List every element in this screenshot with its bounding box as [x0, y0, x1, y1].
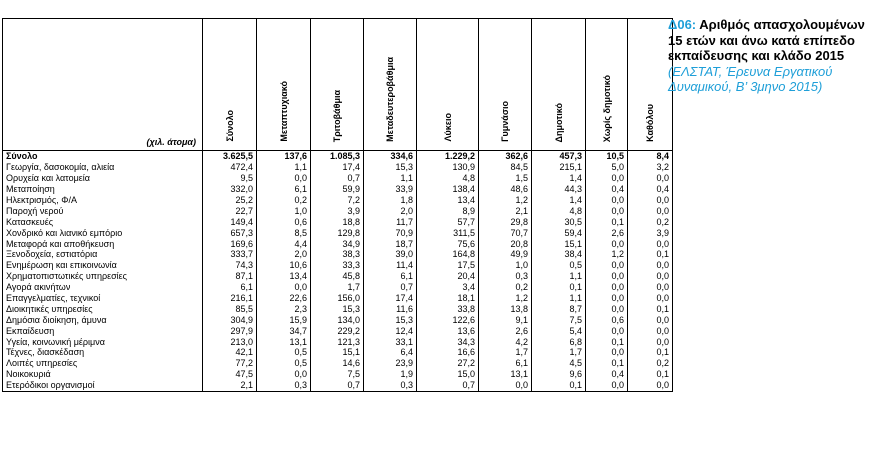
value-cell: 6,1: [364, 271, 417, 282]
value-cell: 84,5: [479, 162, 532, 173]
value-cell: 70,9: [364, 227, 417, 238]
value-cell: 8,5: [257, 227, 311, 238]
value-cell: 6,4: [364, 347, 417, 358]
value-cell: 30,5: [532, 216, 586, 227]
column-header: [628, 19, 673, 151]
value-cell: 0,4: [586, 369, 628, 380]
value-cell: 0,6: [586, 314, 628, 325]
value-cell: 0,1: [532, 380, 586, 391]
value-cell: 2,1: [203, 380, 257, 391]
value-cell: 9,5: [203, 173, 257, 184]
value-cell: 33,1: [364, 336, 417, 347]
value-cell: 3,2: [628, 162, 673, 173]
value-cell: 5,0: [586, 162, 628, 173]
value-cell: 457,3: [532, 151, 586, 162]
value-cell: 11,7: [364, 216, 417, 227]
value-cell: 164,8: [417, 249, 479, 260]
table-row: [3, 380, 673, 391]
column-header: [417, 19, 479, 151]
value-cell: 0,0: [628, 282, 673, 293]
column-header: [257, 19, 311, 151]
value-cell: 7,2: [311, 195, 364, 206]
value-cell: 0,0: [628, 260, 673, 271]
value-cell: 169,6: [203, 238, 257, 249]
value-cell: 0,0: [628, 325, 673, 336]
value-cell: 15,1: [311, 347, 364, 358]
row-label: Ετερόδικοι οργανισμοί: [3, 380, 203, 391]
column-header-label: Σύνολο: [224, 110, 235, 142]
value-cell: 0,6: [257, 216, 311, 227]
value-cell: 137,6: [257, 151, 311, 162]
value-cell: 16,6: [417, 347, 479, 358]
value-cell: 15,1: [532, 238, 586, 249]
value-cell: 3,9: [628, 227, 673, 238]
value-cell: 1.085,3: [311, 151, 364, 162]
table-row: [3, 216, 673, 227]
table-row: [3, 314, 673, 325]
value-cell: 27,2: [417, 358, 479, 369]
value-cell: 85,5: [203, 303, 257, 314]
value-cell: 0,0: [586, 238, 628, 249]
row-label: Γεωργία, δασοκομία, αλιεία: [3, 162, 203, 173]
value-cell: 0,0: [586, 173, 628, 184]
column-header: [532, 19, 586, 151]
value-cell: 0,0: [628, 238, 673, 249]
value-cell: 4,2: [479, 336, 532, 347]
value-cell: 130,9: [417, 162, 479, 173]
value-cell: 33,9: [364, 184, 417, 195]
value-cell: 0,1: [586, 216, 628, 227]
value-cell: 15,3: [311, 303, 364, 314]
table-row: [3, 195, 673, 206]
value-cell: 216,1: [203, 293, 257, 304]
value-cell: 333,7: [203, 249, 257, 260]
value-cell: 59,9: [311, 184, 364, 195]
value-cell: 74,3: [203, 260, 257, 271]
row-label: Ξενοδοχεία, εστιατόρια: [3, 249, 203, 260]
value-cell: 0,0: [628, 195, 673, 206]
value-cell: 0,3: [479, 271, 532, 282]
value-cell: 0,7: [311, 173, 364, 184]
value-cell: 2,6: [479, 325, 532, 336]
value-cell: 20,4: [417, 271, 479, 282]
value-cell: 9,1: [479, 314, 532, 325]
value-cell: 2,0: [364, 205, 417, 216]
value-cell: 4,8: [532, 205, 586, 216]
value-cell: 0,1: [628, 303, 673, 314]
value-cell: 0,7: [364, 282, 417, 293]
table-row: [3, 347, 673, 358]
value-cell: 0,0: [628, 336, 673, 347]
value-cell: 38,3: [311, 249, 364, 260]
value-cell: 6,1: [257, 184, 311, 195]
value-cell: 57,7: [417, 216, 479, 227]
header-row: [3, 19, 673, 151]
value-cell: 0,0: [586, 282, 628, 293]
row-label: Ηλεκτρισμός, Φ/Α: [3, 195, 203, 206]
value-cell: 18,7: [364, 238, 417, 249]
row-label: Ορυχεία και λατομεία: [3, 173, 203, 184]
row-label: Σύνολο: [3, 151, 203, 162]
value-cell: 25,2: [203, 195, 257, 206]
unit-label-cell: [3, 19, 203, 151]
value-cell: 0,0: [586, 260, 628, 271]
value-cell: 13,8: [479, 303, 532, 314]
value-cell: 0,1: [532, 282, 586, 293]
column-header: [311, 19, 364, 151]
value-cell: 0,4: [586, 184, 628, 195]
value-cell: 13,6: [417, 325, 479, 336]
table-row: [3, 282, 673, 293]
value-cell: 311,5: [417, 227, 479, 238]
table-row: [3, 249, 673, 260]
row-label: Παροχή νερού: [3, 205, 203, 216]
value-cell: 39,0: [364, 249, 417, 260]
value-cell: 48,6: [479, 184, 532, 195]
value-cell: 0,7: [311, 380, 364, 391]
value-cell: 1,9: [364, 369, 417, 380]
value-cell: 38,4: [532, 249, 586, 260]
value-cell: 362,6: [479, 151, 532, 162]
value-cell: 18,8: [311, 216, 364, 227]
value-cell: 13,4: [417, 195, 479, 206]
value-cell: 138,4: [417, 184, 479, 195]
value-cell: 33,8: [417, 303, 479, 314]
value-cell: 1,4: [532, 195, 586, 206]
value-cell: 8,4: [628, 151, 673, 162]
row-label: Νοικοκυριά: [3, 369, 203, 380]
value-cell: 0,0: [586, 293, 628, 304]
value-cell: 0,1: [586, 358, 628, 369]
table-row: [3, 184, 673, 195]
value-cell: 297,9: [203, 325, 257, 336]
value-cell: 12,4: [364, 325, 417, 336]
value-cell: 0,0: [586, 195, 628, 206]
value-cell: 59,4: [532, 227, 586, 238]
value-cell: 0,5: [257, 358, 311, 369]
value-cell: 657,3: [203, 227, 257, 238]
value-cell: 10,5: [586, 151, 628, 162]
value-cell: 18,1: [417, 293, 479, 304]
value-cell: 47,5: [203, 369, 257, 380]
table-row: [3, 303, 673, 314]
table-title: [668, 17, 868, 95]
value-cell: 3.625,5: [203, 151, 257, 162]
value-cell: 0,1: [586, 336, 628, 347]
row-label: Μεταφορά και αποθήκευση: [3, 238, 203, 249]
value-cell: 129,8: [311, 227, 364, 238]
value-cell: 3,9: [311, 205, 364, 216]
table-row: [3, 238, 673, 249]
total-row: [3, 151, 673, 162]
value-cell: 0,4: [628, 184, 673, 195]
value-cell: 10,6: [257, 260, 311, 271]
column-header-label: Γυμνάσιο: [500, 101, 510, 142]
value-cell: 1,0: [257, 205, 311, 216]
value-cell: 13,1: [257, 336, 311, 347]
value-cell: 215,1: [532, 162, 586, 173]
value-cell: 0,0: [586, 205, 628, 216]
value-cell: 0,2: [628, 358, 673, 369]
table-row: [3, 369, 673, 380]
value-cell: 29,8: [479, 216, 532, 227]
title-source: (ΕΛΣΤΑΤ, Έρευνα Εργατικού Δυναμικού, Β’ 3μηνο 2015): [668, 63, 833, 94]
value-cell: 0,0: [628, 205, 673, 216]
value-cell: 22,6: [257, 293, 311, 304]
row-label: Διοικητικές υπηρεσίες: [3, 303, 203, 314]
value-cell: 8,7: [532, 303, 586, 314]
value-cell: 0,7: [417, 380, 479, 391]
unit-label: (χιλ. άτομα): [146, 137, 196, 147]
table-row: [3, 162, 673, 173]
value-cell: 15,9: [257, 314, 311, 325]
value-cell: 1.229,2: [417, 151, 479, 162]
value-cell: 0,0: [628, 173, 673, 184]
value-cell: 4,8: [417, 173, 479, 184]
value-cell: 6,1: [203, 282, 257, 293]
value-cell: 1,2: [479, 293, 532, 304]
table-row: [3, 271, 673, 282]
value-cell: 22,7: [203, 205, 257, 216]
value-cell: 332,0: [203, 184, 257, 195]
row-label: Ενημέρωση και επικοινωνία: [3, 260, 203, 271]
value-cell: 156,0: [311, 293, 364, 304]
row-label: Μεταποίηση: [3, 184, 203, 195]
value-cell: 0,3: [257, 380, 311, 391]
row-label: Εκπαίδευση: [3, 325, 203, 336]
value-cell: 1,1: [532, 293, 586, 304]
value-cell: 0,1: [628, 369, 673, 380]
value-cell: 1,0: [479, 260, 532, 271]
value-cell: 0,0: [257, 173, 311, 184]
value-cell: 23,9: [364, 358, 417, 369]
row-label: Δημόσια διοίκηση, άμυνα: [3, 314, 203, 325]
value-cell: 34,3: [417, 336, 479, 347]
value-cell: 0,0: [257, 369, 311, 380]
value-cell: 13,4: [257, 271, 311, 282]
value-cell: 45,8: [311, 271, 364, 282]
value-cell: 0,5: [532, 260, 586, 271]
value-cell: 1,5: [479, 173, 532, 184]
value-cell: 2,3: [257, 303, 311, 314]
value-cell: 0,0: [628, 314, 673, 325]
row-label: Επαγγελματίες, τεχνικοί: [3, 293, 203, 304]
value-cell: 17,5: [417, 260, 479, 271]
value-cell: 44,3: [532, 184, 586, 195]
value-cell: 11,4: [364, 260, 417, 271]
table-row: [3, 260, 673, 271]
table-row: [3, 293, 673, 304]
value-cell: 3,4: [417, 282, 479, 293]
table-row: [3, 336, 673, 347]
row-label: Αγορά ακινήτων: [3, 282, 203, 293]
employment-table: [2, 18, 673, 392]
value-cell: 0,0: [586, 303, 628, 314]
value-cell: 4,4: [257, 238, 311, 249]
value-cell: 1,1: [257, 162, 311, 173]
column-header-label: Χωρίς δημοτικό: [601, 74, 612, 142]
value-cell: 87,1: [203, 271, 257, 282]
row-label: Χονδρικό και λιανικό εμπόριο: [3, 227, 203, 238]
value-cell: 1,8: [364, 195, 417, 206]
value-cell: 134,0: [311, 314, 364, 325]
column-header-label: Τριτοβάθμια: [332, 89, 342, 142]
value-cell: 75,6: [417, 238, 479, 249]
value-cell: 42,1: [203, 347, 257, 358]
value-cell: 0,0: [257, 282, 311, 293]
value-cell: 15,3: [364, 162, 417, 173]
value-cell: 1,2: [479, 195, 532, 206]
column-header: [479, 19, 532, 151]
value-cell: 15,3: [364, 314, 417, 325]
value-cell: 0,0: [586, 347, 628, 358]
value-cell: 472,4: [203, 162, 257, 173]
value-cell: 0,0: [628, 271, 673, 282]
value-cell: 149,4: [203, 216, 257, 227]
value-cell: 20,8: [479, 238, 532, 249]
title-text: Αριθμός απασχολουμένων 15 ετών και άνω κατά επίπεδο εκπαίδευσης και κλάδο 2015: [668, 17, 865, 63]
value-cell: 1,7: [479, 347, 532, 358]
value-cell: 0,0: [586, 325, 628, 336]
value-cell: 8,9: [417, 205, 479, 216]
value-cell: 6,1: [479, 358, 532, 369]
value-cell: 229,2: [311, 325, 364, 336]
value-cell: 5,4: [532, 325, 586, 336]
row-label: Κατασκευές: [3, 216, 203, 227]
value-cell: 17,4: [311, 162, 364, 173]
value-cell: 1,2: [586, 249, 628, 260]
value-cell: 77,2: [203, 358, 257, 369]
value-cell: 0,2: [257, 195, 311, 206]
table-body: [3, 151, 673, 392]
column-header-label: Λύκειο: [442, 113, 453, 142]
value-cell: 15,0: [417, 369, 479, 380]
value-cell: 2,6: [586, 227, 628, 238]
value-cell: 1,4: [532, 173, 586, 184]
value-cell: 0,2: [628, 216, 673, 227]
value-cell: 7,5: [532, 314, 586, 325]
value-cell: 213,0: [203, 336, 257, 347]
value-cell: 6,8: [532, 336, 586, 347]
column-header-label: Μεταπτυχιακό: [278, 81, 289, 142]
value-cell: 304,9: [203, 314, 257, 325]
value-cell: 0,1: [628, 249, 673, 260]
value-cell: 1,1: [532, 271, 586, 282]
value-cell: 0,0: [628, 380, 673, 391]
value-cell: 9,6: [532, 369, 586, 380]
column-header: [364, 19, 417, 151]
value-cell: 1,7: [311, 282, 364, 293]
value-cell: 0,2: [479, 282, 532, 293]
table-row: [3, 205, 673, 216]
value-cell: 49,9: [479, 249, 532, 260]
column-header: [203, 19, 257, 151]
column-header-label: Καθόλου: [645, 104, 655, 142]
row-label: Υγεία, κοινωνική μέριμνα: [3, 336, 203, 347]
value-cell: 33,3: [311, 260, 364, 271]
value-cell: 0,5: [257, 347, 311, 358]
value-cell: 2,0: [257, 249, 311, 260]
value-cell: 11,6: [364, 303, 417, 314]
column-header-label: Δημοτικό: [553, 102, 564, 142]
table-row: [3, 227, 673, 238]
value-cell: 122,6: [417, 314, 479, 325]
row-label: Τέχνες, διασκέδαση: [3, 347, 203, 358]
column-header: [586, 19, 628, 151]
row-label: Χρηματοπιστωτικές υπηρεσίες: [3, 271, 203, 282]
table-row: [3, 325, 673, 336]
table-row: [3, 358, 673, 369]
value-cell: 70,7: [479, 227, 532, 238]
value-cell: 1,1: [364, 173, 417, 184]
row-label: Λοιπές υπηρεσίες: [3, 358, 203, 369]
value-cell: 17,4: [364, 293, 417, 304]
value-cell: 2,1: [479, 205, 532, 216]
value-cell: 0,0: [479, 380, 532, 391]
title-code: Δ06:: [668, 17, 697, 32]
column-header-label: Μεταδευτεροβάθμια: [385, 57, 395, 142]
value-cell: 121,3: [311, 336, 364, 347]
value-cell: 0,1: [628, 347, 673, 358]
value-cell: 4,5: [532, 358, 586, 369]
value-cell: 1,7: [532, 347, 586, 358]
value-cell: 0,0: [628, 293, 673, 304]
value-cell: 34,9: [311, 238, 364, 249]
value-cell: 334,6: [364, 151, 417, 162]
value-cell: 7,5: [311, 369, 364, 380]
table-row: [3, 173, 673, 184]
value-cell: 34,7: [257, 325, 311, 336]
value-cell: 13,1: [479, 369, 532, 380]
value-cell: 0,0: [586, 271, 628, 282]
value-cell: 14,6: [311, 358, 364, 369]
value-cell: 0,0: [586, 380, 628, 391]
value-cell: 0,3: [364, 380, 417, 391]
